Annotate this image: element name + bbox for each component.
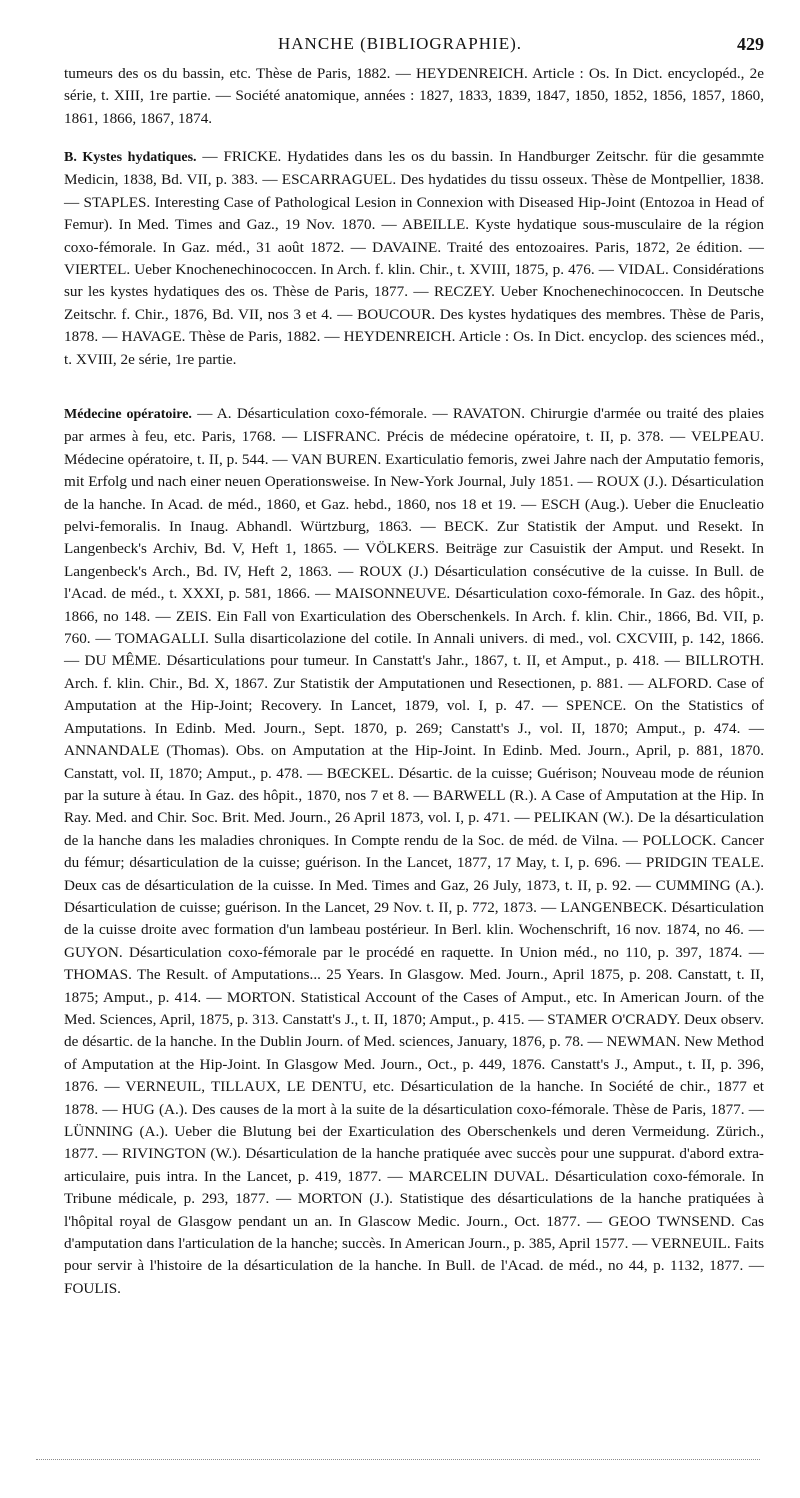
paragraph-tumeurs: [64, 63, 764, 130]
section-lead: Médecine opératoire.: [64, 407, 192, 422]
paragraph-text: tumeurs des os du bassin, etc. Thèse de Paris, 1882. — HEYDENREICH. Article : Os. In Dict. encyclopéd., 2e série, t. XIII, 1re partie. — Société anatomique, années : 1827, 1833, 1839, 1847, 1850, 1852, 1856, 1857, 1860, 1861, 1866, 1867, 1874.: [64, 65, 764, 127]
paragraph-medecine-operatoire: [64, 403, 764, 1300]
page-number: 429: [737, 34, 764, 54]
page-header: [0, 34, 800, 58]
paragraph-kystes-hydatiques: [64, 146, 764, 371]
footer-dotted-rule: [36, 1459, 760, 1460]
running-head: HANCHE (BIBLIOGRAPHIE).: [278, 34, 522, 53]
paragraph-text: — FRICKE. Hydatides dans les os du bassin. In Handburger Zeitschr. für die gesammte Medicin, 1838, Bd. VII, p. 383. — ESCARRAGUEL. Des hydatides du tissu osseux. Thèse de Montpellier, 1838. — STAPLES. Interesting Case of Pathological Lesion in Connexion with Diseased Hip-Joint (Entozoa in Head of Femur). In Med. Times and Gaz., 19 Nov. 1870. — ABEILLE. Kyste hydatique sous-musculaire de la région coxo-fémorale. In Gaz. méd., 31 août 1872. — DAVAINE. Traité des entozoaires. Paris, 1872, 2e édition. — VIERTEL. Ueber Knochenechinococcen. In Arch. f. klin. Chir., t. XVIII, 1875, p. 476. — VIDAL. Considérations sur les kystes hydatiques des os. Thèse de Paris, 1877. — RECZEY. Ueber Knochenechinococcen. In Deutsche Zeitschr. f. Chir., 1876, Bd. VII, nos 3 et 4. — BOUCOUR. Des kystes hydatiques des membres. Thèse de Paris, 1878. — HAVAGE. Thèse de Paris, 1882. — HEYDENREICH. Article : Os. In Dict. encyclop. des sciences méd., t. XVIII, 2e série, 1re partie.: [64, 148, 765, 368]
section-lead: B. Kystes hydatiques.: [64, 150, 197, 165]
paragraph-text: — A. Désarticulation coxo-fémorale. — RAVATON. Chirurgie d'armée ou traité des plaies par armes à feu, etc. Paris, 1768. — LISFRANC. Précis de médecine opératoire, t. II, p. 378. — VELPEAU. Médecine opératoire, t. II, p. 544. — VAN BUREN. Exarticulatio femoris, zwei Jahre nach der Amputatio femoris, mit Erfolg und nach einer neuen Operationsweise. In New-York Journal, July 1851. — ROUX (J.). Désarticulation de la hanche. In Acad. de méd., 1860, et Gaz. hebd., 1860, nos 18 et 19. — ESCH (Aug.). Ueber die Enucleatio pelvi-femoralis. In Inaug. Abhandl. Würtzburg, 1863. — BECK. Zur Statistik der Amput. und Resekt. In Langenbeck's Archiv, Bd. V, Heft 1, 1865. — VÖLKERS. Beiträge zur Casuistik der Amput. und Resekt. In Langenbeck's Arch., Bd. IV, Heft 2, 1863. — ROUX (J.) Désarticulation consécutive de la cuisse. In Bull. de l'Acad. de méd., t. XXXI, p. 581, 1866. — MAISONNEUVE. Désarticulation coxo-fémorale. In Gaz. des hôpit., 1866, no 148. — ZEIS. Ein Fall von Exarticulation des Oberschenkels. In Arch. f. klin. Chir., 1866, Bd. VII, p. 760. — TOMAGALLI. Sulla disarticolazione del cotile. In Annali univers. di med., vol. CXCVIII, p. 142, 1866. — DU MÊME. Désarticulations pour tumeur. In Canstatt's Jahr., 1867, t. II, et Amput., p. 418. — BILLROTH. Arch. f. klin. Chir., Bd. X, 1867. Zur Statistik der Amputationen und Resectionen, p. 881. — ALFORD. Case of Amputation at the Hip-Joint; Recovery. In Lancet, 1879, vol. I, p. 47. — SPENCE. On the Statistics of Amputations. In Edinb. Med. Journ., Sept. 1870, p. 269; Canstatt's J., vol. II, 1870; Amput., p. 474. — ANNANDALE (Thomas). Obs. on Amputation at the Hip-Joint. In Edinb. Med. Journ., April, p. 881, 1870. Canstatt, vol. II, 1870; Amput., p. 478. — BŒCKEL. Désartic. de la cuisse; Guérison; Nouveau mode de réunion par la suture à étau. In Gaz. des hôpit., 1870, nos 7 et 8. — BARWELL (R.). A Case of Amputation at the Hip. In Ray. Med. and Chir. Soc. Brit. Med. Journ., 26 April 1873, vol. I, p. 471. — PELIKAN (W.). De la désarticulation de la hanche dans les maladies chroniques. In Compte rendu de la Soc. de méd. de Vilna. — POLLOCK. Cancer du fémur; désarticulation de la cuisse; guérison. In the Lancet, 1877, 17 May, t. I, p. 696. — PRIDGIN TEALE. Deux cas de désarticulation de la cuisse. In Med. Times and Gaz, 26 July, 1873, t. II, p. 92. — CUMMING (A.). Désarticulation de cuisse; guérison. In the Lancet, 29 Nov. t. II, p. 772, 1873. — LANGENBECK. Désarticulation de la cuisse droite avec formation d'un lambeau postérieur. In Berl. klin. Wochenschrift, 16 nov. 1874, no 46. — GUYON. Désarticulation coxo-fémorale par le procédé en raquette. In Union méd., no 110, p. 397, 1874. — THOMAS. The Result. of Amputations... 25 Years. In Glasgow. Med. Journ., April 1875, p. 208. Canstatt, t. II, 1875; Amput., p. 414. — MORTON. Statistical Account of the Cases of Amput., etc. In American Journ. of the Med. Sciences, April, 1875, p. 313. Canstatt's J., t. II, 1870; Amput., p. 415. — STAMER O'CRADY. Deux observ. de désartic. de la hanche. In the Dublin Journ. of Med. sciences, January, 1876, p. 78. — NEWMAN. New Method of Amputation at the Hip-Joint. In Glasgow Med. Journ., Oct., p. 449, 1876. Canstatt's J., Amput., t. II, p. 396, 1876. — VERNEUIL, TILLAUX, LE DENTU, etc. Désarticulation de la hanche. In Société de chir., 1877 et 1878. — HUG (A.). Des causes de la mort à la suite de la désarticulation coxo-fémorale. Thèse de Paris, 1877. — LÜNNING (A.). Ueber die Blutung bei der Exarticulation des Oberschenkels und deren Vermeidung. Zürich., 1877. — RIVINGTON (W.). Désarticulation de la hanche pratiquée avec succès pour une suppurat. d'abord extra-articulaire, puis intra. In the Lancet, p. 419, 1877. — MARCELIN DUVAL. Désarticulation coxo-fémorale. In Tribune médicale, p. 293, 1877. — MORTON (J.). Statistique des désarticulations de la hanche pratiquées à l'hôpital royal de Glasgow pendant un an. In Glascow Medic. Journ., Oct. 1877. — GEOO TWNSEND. Cas d'amputation dans l'articulation de la hanche; succès. In American Journ., p. 385, April 1577. — VERNEUIL. Faits pour servir à l'histoire de la désarticulation de la hanche. In Bull. de l'Acad. de méd., no 44, p. 1132, 1877. — FOULIS.: [64, 405, 764, 1297]
